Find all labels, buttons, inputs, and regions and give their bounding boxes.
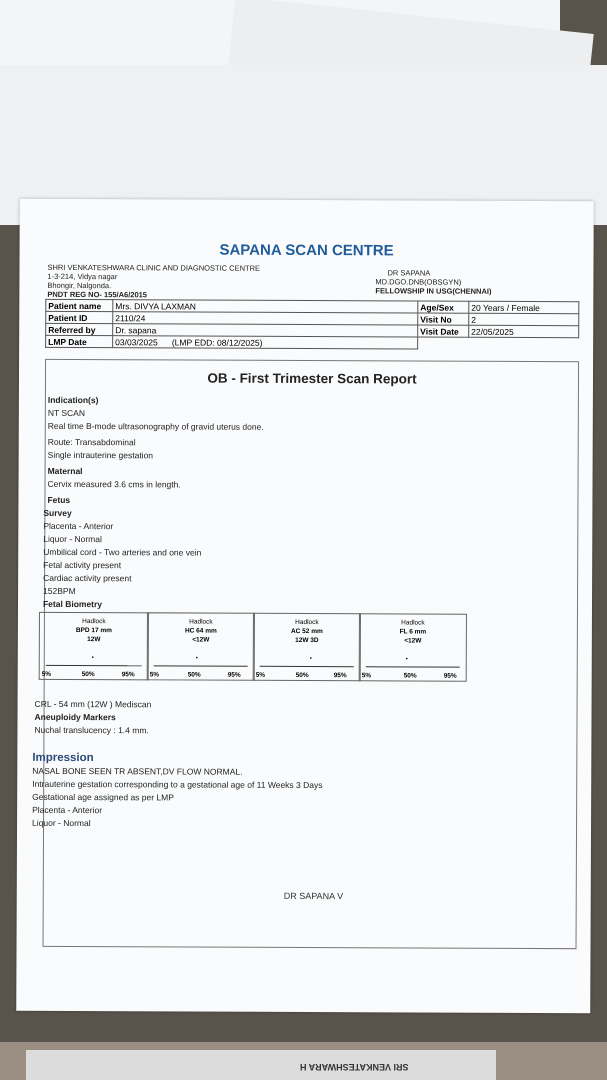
bpm-line: 152BPM: [43, 585, 76, 596]
biometry-box-bpd: [39, 612, 149, 680]
referred-by: Dr. sapana: [113, 324, 418, 337]
biometry-box-ac: [253, 613, 361, 681]
indication-value: NT SCAN: [47, 407, 86, 419]
biometry-axis: [154, 665, 248, 666]
folder-text: SRI VENKATESHWARA H: [300, 1062, 409, 1072]
report-box: [32, 359, 580, 949]
pct-high: 95%: [333, 672, 347, 680]
impression-line-2: Intrauterine gestation corresponding to a gestational age of 11 Weeks 3 Days: [32, 778, 323, 791]
impression-heading: Impression: [32, 751, 94, 765]
clinic-address: [47, 263, 260, 300]
route-line: Route: Transabdominal: [47, 436, 136, 448]
biometry-marker: •: [405, 656, 408, 663]
biometry-param: HC 64 mm: [184, 627, 217, 635]
biometry-age: <12W: [404, 637, 422, 645]
fetus-heading: Fetus: [47, 494, 71, 505]
cardiac-line: Cardiac activity present: [43, 572, 132, 584]
visit-no: 2: [469, 313, 579, 325]
biometry-heading: Fetal Biometry: [42, 598, 103, 610]
age-value: 20 Years / Female: [469, 301, 579, 313]
realtime-line: Real time B-mode ultrasonography of gravid uterus done.: [47, 420, 264, 432]
pct-low: 5%: [41, 670, 52, 678]
signature: DR SAPANA V: [283, 890, 344, 902]
doctor-line-2: MD.DGO.DNB(OBSGYN): [375, 277, 462, 287]
visit-date: 22/05/2025: [469, 325, 579, 337]
impression-line-3: Gestational age assigned as per LMP: [32, 791, 174, 803]
doctor-credentials: [375, 268, 491, 296]
clinic-line-3: Bhongir, Nalgonda.: [47, 280, 112, 291]
biometry-box-fl: [359, 613, 467, 681]
biometry-age: <12W: [192, 636, 210, 644]
visit-no-label: Visit No: [418, 313, 469, 325]
bottom-folder: [26, 1050, 496, 1080]
doctor-line-3: FELLOWSHIP IN USG(CHENNAI): [375, 286, 492, 296]
doctor-line-1: DR SAPANA: [387, 268, 431, 278]
pct-mid: 50%: [187, 671, 201, 679]
report-page: [16, 199, 594, 1013]
aneuploidy-heading: Aneuploidy Markers: [34, 711, 116, 723]
placenta-line: Placenta - Anterior: [43, 520, 114, 532]
impression-line-1: NASAL BONE SEEN TR ABSENT,DV FLOW NORMAL.: [32, 765, 243, 777]
biometry-age: 12W 3D: [295, 636, 319, 645]
biometry-param: BPD 17 mm: [75, 627, 112, 635]
visit-date-label: Visit Date: [418, 325, 469, 337]
pct-high: 95%: [227, 671, 241, 679]
pct-mid: 50%: [81, 671, 95, 679]
lmp-cell: [113, 336, 418, 349]
pct-low: 5%: [255, 671, 266, 679]
lmp-date: 03/03/2025: [115, 336, 158, 347]
referred-label: Referred by: [46, 323, 113, 335]
report-title: OB - First Trimester Scan Report: [207, 370, 417, 387]
indication-heading: Indication(s): [47, 394, 99, 406]
liquor-line: Liquor - Normal: [43, 533, 102, 545]
age-label: Age/Sex: [418, 301, 469, 313]
pct-mid: 50%: [403, 672, 417, 680]
single-gestation: Single intrauterine gestation: [47, 449, 154, 461]
patient-table: [45, 299, 579, 350]
impression-line-5: Liquor - Normal: [32, 817, 91, 829]
cervix-line: Cervix measured 3.6 cms in length.: [47, 478, 181, 490]
patient-id: 2110/24: [113, 312, 418, 325]
biometry-axis: [260, 666, 354, 667]
biometry-age: 12W: [87, 636, 101, 644]
patient-name: Mrs. DIVYA LAXMAN: [113, 300, 418, 313]
patient-id-label: Patient ID: [46, 311, 113, 323]
pct-mid: 50%: [295, 671, 309, 680]
biometry-param: FL 6 mm: [399, 628, 427, 636]
pct-low: 5%: [149, 671, 160, 679]
lmp-edd: (LMP EDD: 08/12/2025): [171, 336, 263, 348]
clinic-line-4: PNDT REG NO- 155/A6/2015: [47, 289, 148, 300]
nt-line: Nuchal translucency : 1.4 mm.: [34, 724, 149, 736]
impression-line-4: Placenta - Anterior: [32, 804, 103, 816]
impression-section: [32, 752, 323, 831]
biometry-method: Hadlock: [82, 618, 106, 626]
cord-line: Umbilical cord - Two arteries and one vein: [43, 546, 202, 558]
biometry-marker: •: [91, 655, 94, 662]
clinic-line-2: 1-3-214, Vidya nagar: [47, 271, 118, 282]
biometry-box-hc: [147, 612, 255, 680]
biometry-method: Hadlock: [295, 618, 319, 627]
patient-name-label: Patient name: [46, 299, 113, 311]
maternal-heading: Maternal: [47, 465, 83, 477]
pct-high: 95%: [121, 671, 135, 679]
pct-high: 95%: [443, 672, 457, 680]
lmp-label: LMP Date: [46, 335, 113, 347]
clinic-line-1: SHRI VENKATESHWARA CLINIC AND DIAGNOSTIC CENTRE: [47, 262, 261, 273]
survey-heading: Survey: [43, 507, 72, 518]
biometry-axis: [46, 665, 142, 666]
biometry-param: AC 52 mm: [290, 627, 323, 636]
biometry-method: Hadlock: [401, 619, 425, 627]
biometry-marker: •: [195, 655, 198, 662]
pct-low: 5%: [361, 672, 372, 680]
biometry-method: Hadlock: [189, 618, 213, 626]
fetal-activity-line: Fetal activity present: [43, 559, 122, 571]
biometry-axis: [366, 666, 460, 667]
empty-cell: [418, 337, 579, 350]
clinic-name: SAPANA SCAN CENTRE: [219, 241, 394, 260]
after-biometry: [34, 698, 151, 738]
biometry-marker: •: [309, 656, 312, 663]
crl-line: CRL - 54 mm (12W ) Mediscan: [34, 698, 152, 710]
